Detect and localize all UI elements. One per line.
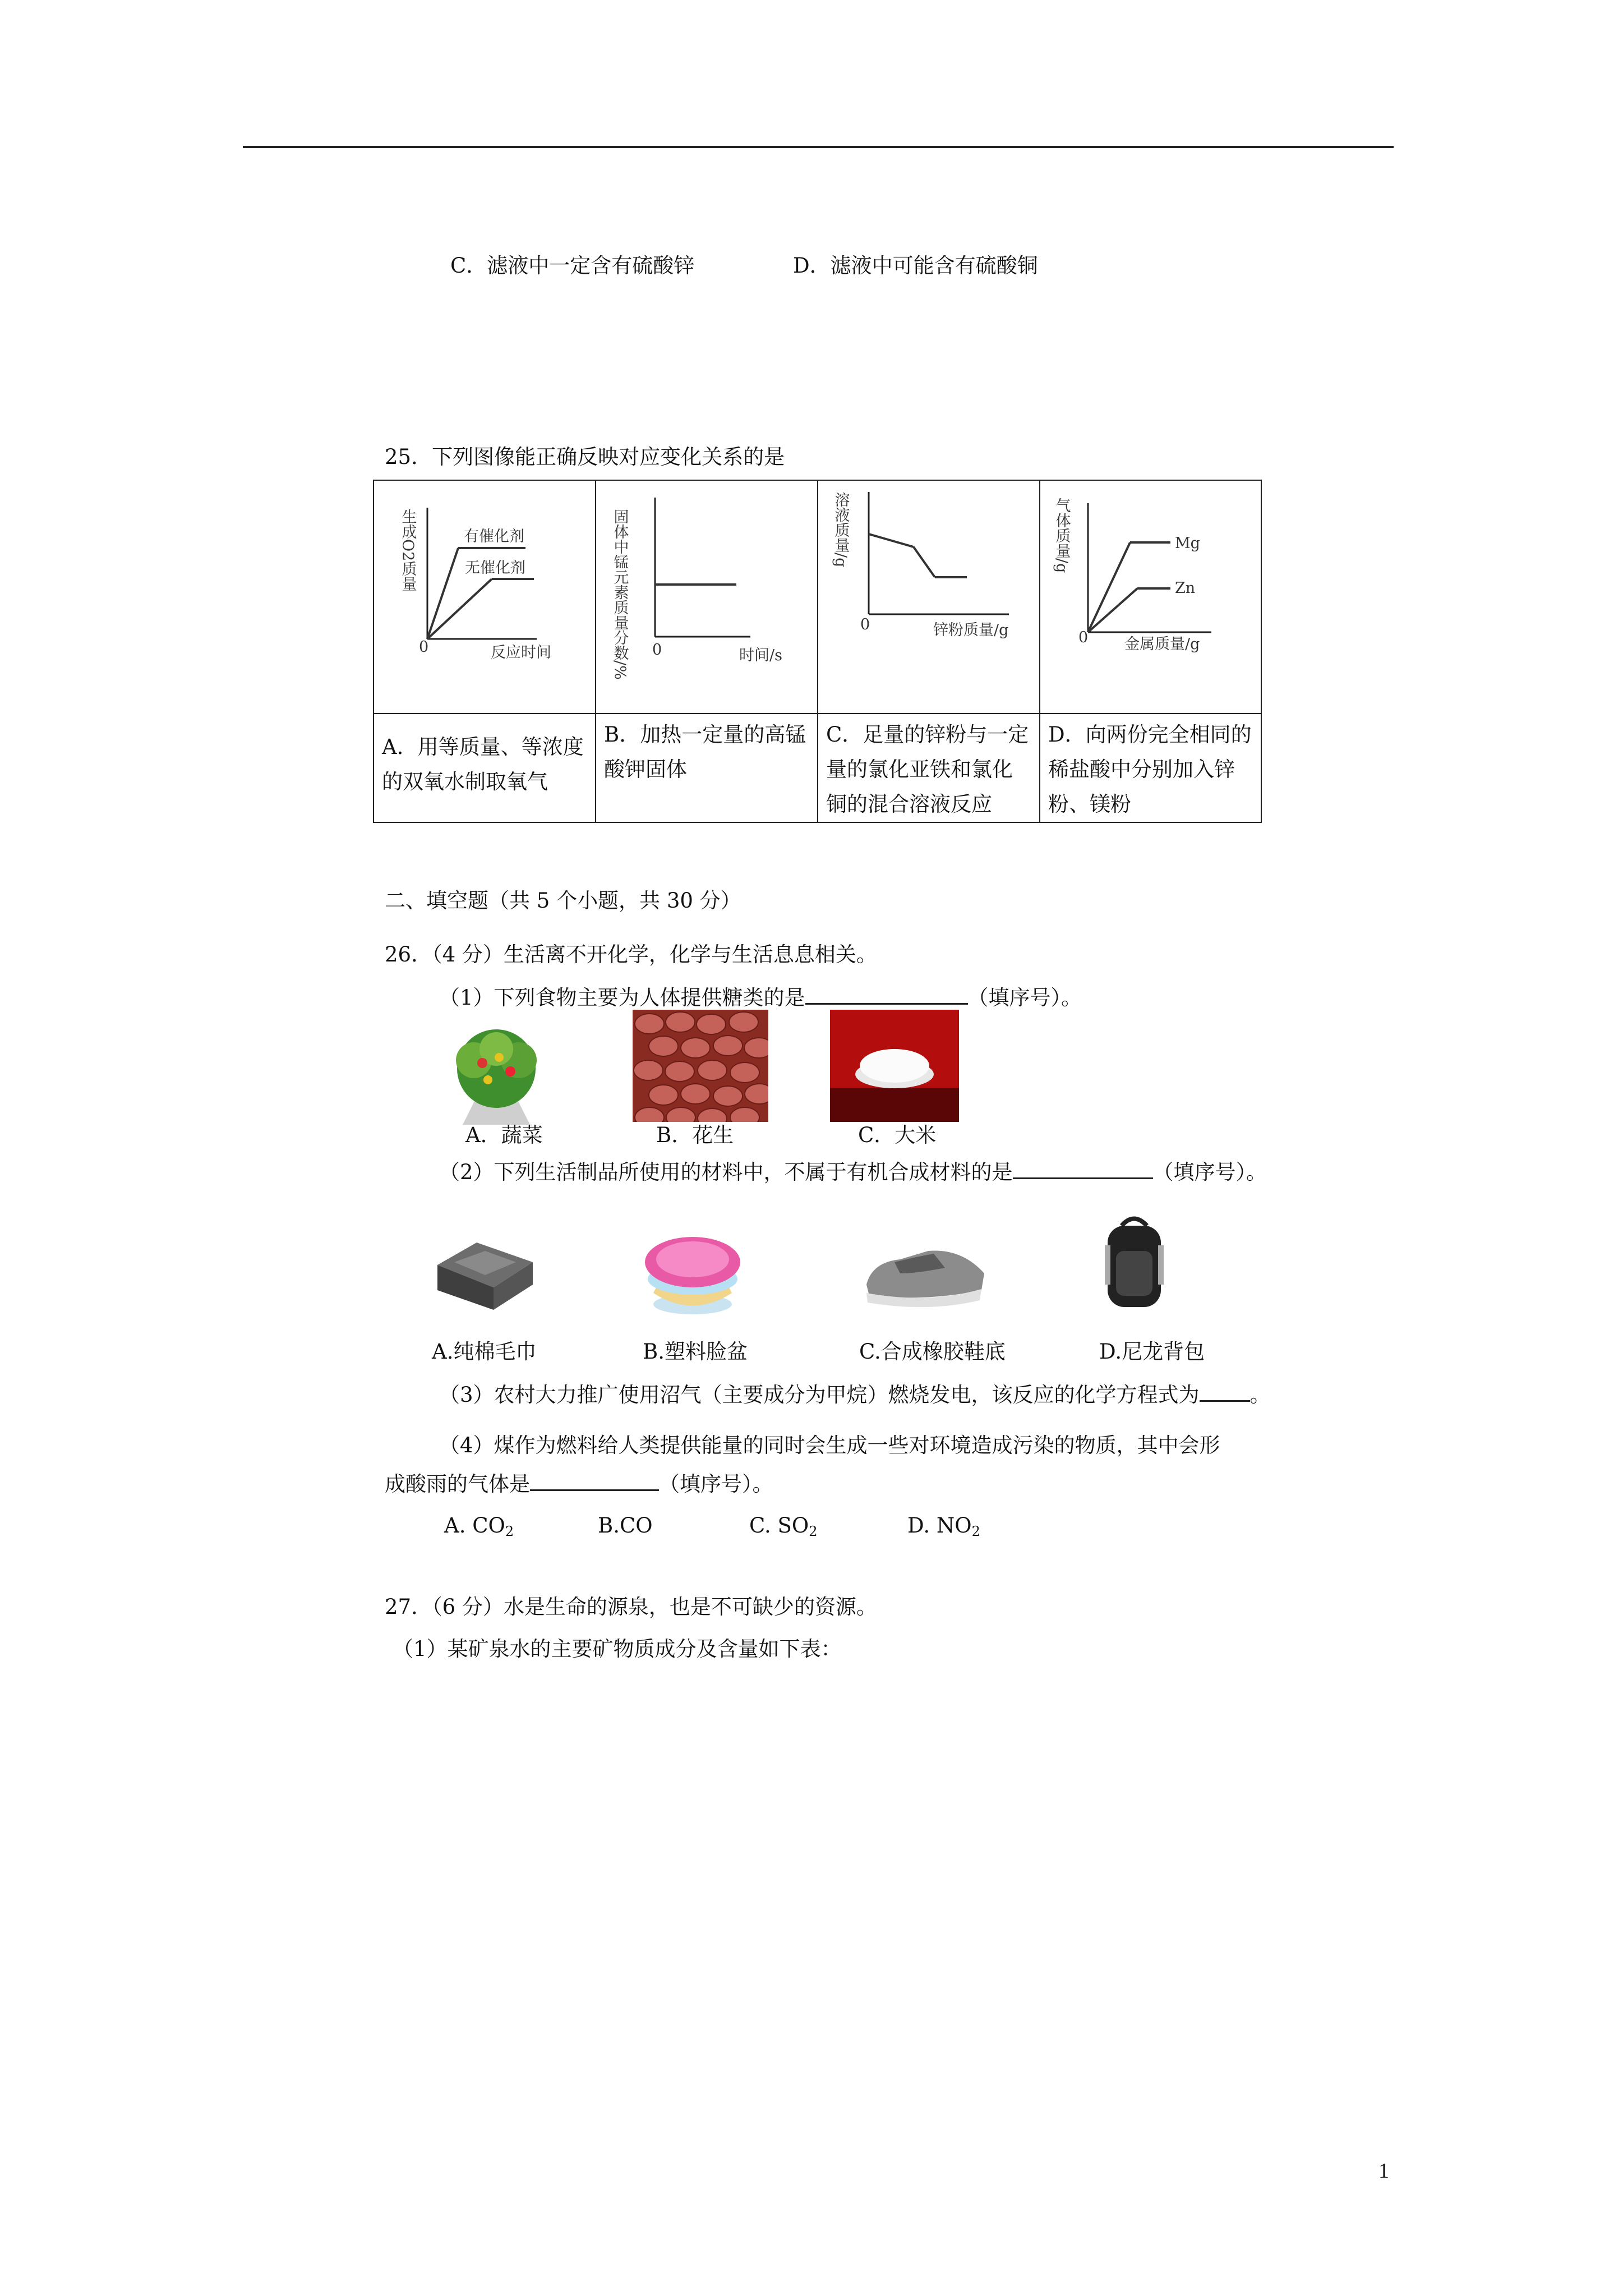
x-axis-label: 反应时间 [491, 644, 551, 661]
gas-option-a [444, 1513, 514, 1540]
material-label-a: A.纯棉毛巾 [432, 1340, 537, 1364]
gas-option-c [749, 1513, 817, 1540]
gas-option-d-sub: 2 [971, 1524, 980, 1539]
q26-part4-line1: （4）煤作为燃料给人类提供能量的同时会生成一些对环境造成污染的物质，其中会形 [439, 1433, 1220, 1457]
y-axis-label: 生成O2质量 [399, 509, 417, 592]
gas-option-d-text: D. NO [907, 1513, 972, 1538]
q27-stem: 27．（6 分）水是生命的源泉，也是不可缺少的资源。 [385, 1595, 877, 1619]
gas-option-c-text: C. SO [749, 1513, 809, 1538]
q26-part4-blank[interactable] [530, 1489, 659, 1491]
food-label-c: C．大米 [858, 1123, 937, 1147]
material-label-b: B.塑料脸盆 [643, 1340, 748, 1364]
graph-d [1040, 481, 1261, 713]
curve-label-catalyst: 有催化剂 [464, 528, 524, 545]
material-label-d: D.尼龙背包 [1099, 1340, 1205, 1364]
q26-part1-blank[interactable] [805, 1003, 968, 1005]
graph-cell-b [595, 480, 818, 714]
gas-option-d [907, 1513, 980, 1540]
option-cell-d: D．向两份完全相同的稀盐酸中分别加入锌粉、镁粉 [1039, 713, 1262, 823]
graph-cell-d [1039, 480, 1262, 714]
x-axis-label: 时间/s [739, 647, 782, 664]
rice-image [830, 1010, 959, 1122]
gas-option-a-sub: 2 [505, 1524, 514, 1539]
graph-a [374, 481, 595, 713]
basin-image [639, 1226, 746, 1318]
y-axis-label: 溶液质量/g [832, 492, 850, 568]
q27-part1: （1）某矿泉水的主要矿物质成分及含量如下表： [393, 1637, 842, 1661]
graph-cell-a [373, 480, 596, 714]
q26-part2-text: （2）下列生活制品所使用的材料中，不属于有机合成材料的是 [439, 1160, 1013, 1184]
q26-part1 [439, 986, 1082, 1010]
origin-label: 0 [652, 641, 662, 659]
series-label-mg: Mg [1175, 535, 1200, 552]
option-cell-c: C．足量的锌粉与一定量的氯化亚铁和氯化铜的混合溶液反应 [817, 713, 1040, 823]
q24-option-d: D．滤液中可能含有硫酸铜 [793, 254, 1038, 278]
origin-label: 0 [1078, 629, 1089, 646]
vegetable-image [435, 1018, 558, 1125]
q26-part2 [439, 1160, 1267, 1185]
q26-part4-suffix: （填序号）。 [659, 1472, 773, 1496]
q26-part1-suffix: （填序号）。 [967, 986, 1082, 1010]
header-rule [243, 146, 1394, 148]
graph-cell-c [817, 480, 1040, 714]
q26-part2-blank[interactable] [1013, 1177, 1153, 1179]
backpack-image [1102, 1212, 1166, 1310]
gas-option-c-sub: 2 [809, 1524, 818, 1539]
gas-option-b: B.CO [598, 1513, 653, 1538]
y-axis-label: 固体中锰元素质量分数/% [611, 509, 629, 680]
graph-c [818, 481, 1039, 713]
q25-stem: 25．下列图像能正确反映对应变化关系的是 [385, 445, 785, 469]
shoe-image [861, 1234, 990, 1313]
option-cell-a: A．用等质量、等浓度的双氧水制取氧气 [373, 713, 596, 823]
option-cell-b: B．加热一定量的高锰酸钾固体 [595, 713, 818, 823]
origin-label: 0 [419, 638, 429, 656]
x-axis-label: 锌粉质量/g [933, 622, 1009, 639]
q26-part3-blank[interactable] [1200, 1400, 1250, 1402]
gas-option-a-text: A. CO [444, 1513, 505, 1538]
q26-part1-text: （1）下列食物主要为人体提供糖类的是 [439, 986, 805, 1010]
origin-label: 0 [860, 616, 870, 633]
towel-image [432, 1231, 538, 1315]
q26-part4-text: 成酸雨的气体是 [385, 1472, 530, 1496]
q24-option-c: C．滤液中一定含有硫酸锌 [450, 254, 695, 278]
peanut-image [633, 1010, 768, 1122]
material-label-c: C.合成橡胶鞋底 [859, 1340, 1006, 1364]
series-label-zn: Zn [1175, 579, 1196, 597]
q26-part3 [439, 1383, 1271, 1407]
q26-part4-line2 [385, 1472, 773, 1497]
x-axis-label: 金属质量/g [1124, 636, 1200, 653]
q26-stem: 26．（4 分）生活离不开化学，化学与生活息息相关。 [385, 942, 877, 967]
q26-part3-text: （3）农村大力推广使用沼气（主要成分为甲烷）燃烧发电，该反应的化学方程式为 [439, 1383, 1200, 1407]
q26-part3-suffix: 。 [1249, 1383, 1271, 1407]
graph-b [596, 481, 817, 713]
y-axis-label: 气体质量/g [1053, 498, 1071, 573]
q25-table [373, 480, 1262, 823]
food-label-b: B．花生 [656, 1123, 734, 1147]
food-label-a: A．蔬菜 [465, 1123, 543, 1147]
curve-label-no-catalyst: 无催化剂 [465, 559, 525, 577]
section-title: 二、填空题（共 5 个小题，共 30 分） [385, 889, 741, 913]
page-number: 1 [1378, 2159, 1389, 2183]
q26-part2-suffix: （填序号）。 [1152, 1160, 1267, 1184]
